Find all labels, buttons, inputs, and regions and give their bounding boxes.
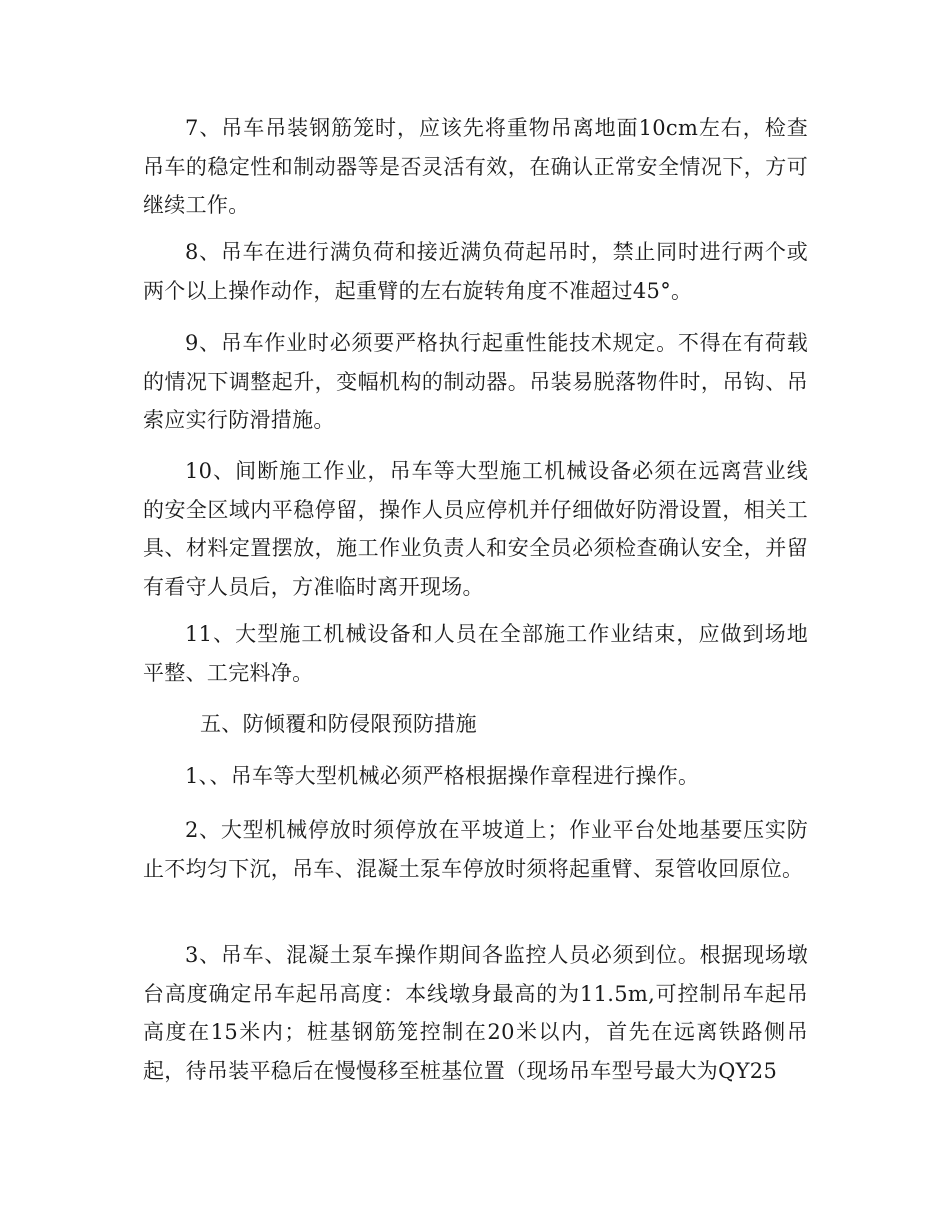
section-heading: 五、防倾覆和防侵限预防措施 <box>200 712 477 736</box>
section-paragraph-2: 2、大型机械停放时须停放在平坡道上；作业平台处地基要压实防止不均匀下沉，吊车、混凝土泵车停放时须将起重臂、泵管收回原位。 <box>143 818 808 881</box>
paragraph-item-11: 11、大型施工机械设备和人员在全部施工作业结束，应做到场地平整、工完料净。 <box>143 622 808 685</box>
paragraph-item-10: 10、间断施工作业，吊车等大型施工机械设备必须在远离营业线的安全区域内平稳停留，操作人员应停机并仔细做好防滑设置，相关工具、材料定置摆放，施工作业负责人和安全员必须检查确认安全，并留有看守人员后，方准临时离开现场。 <box>143 459 808 600</box>
section-paragraph-3: 3、吊车、混凝土泵车操作期间各监控人员必须到位。根据现场墩台高度确定吊车起吊高度：本线墩身最高的为11.5m,可控制吊车起吊高度在15米内；桩基钢筋笼控制在20米以内，首先在远离铁路侧吊起，待吊装平稳后在慢慢移至桩基位置（现场吊车型号最大为QY25 <box>143 943 808 1084</box>
paragraph-item-7: 7、吊车吊装钢筋笼时，应该先将重物吊离地面10cm左右，检查吊车的稳定性和制动器等是否灵活有效，在确认正常安全情况下，方可继续工作。 <box>143 116 808 218</box>
paragraph-item-8: 8、吊车在进行满负荷和接近满负荷起吊时，禁止同时进行两个或两个以上操作动作，起重臂的左右旋转角度不准超过45°。 <box>143 240 808 303</box>
section-paragraph-1: 1、、吊车等大型机械必须严格根据操作章程进行操作。 <box>185 764 700 788</box>
paragraph-item-9: 9、吊车作业时必须要严格执行起重性能技术规定。不得在有荷载的情况下调整起升，变幅机构的制动器。吊装易脱落物件时，吊钩、吊索应实行防滑措施。 <box>143 331 808 433</box>
